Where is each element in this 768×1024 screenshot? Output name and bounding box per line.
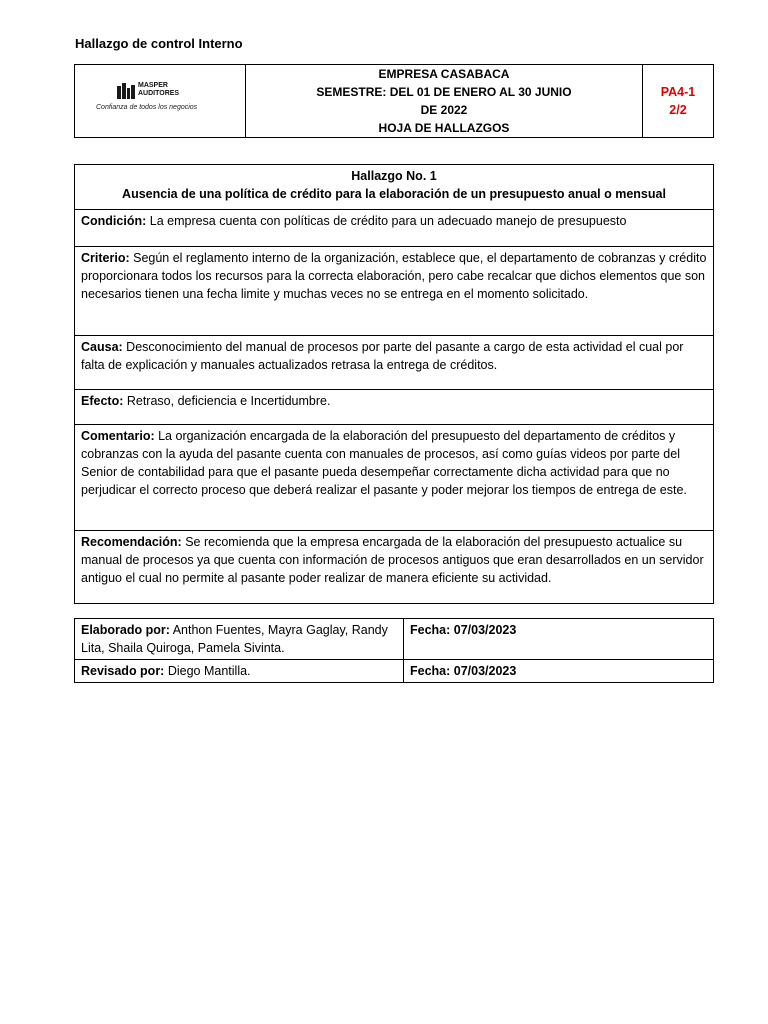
causa-text: Desconocimiento del manual de procesos por parte del pasante a cargo de esta actividad el cual por falta de explicación y manuales actualizados retrasa la entrega de créditos. bbox=[81, 340, 684, 372]
semester-line1: SEMESTRE: DEL 01 DE ENERO AL 30 JUNIO bbox=[316, 85, 572, 99]
reference-cell bbox=[643, 65, 714, 138]
logo-brand-line1: MASPER bbox=[138, 81, 168, 89]
finding-title: Ausencia de una política de crédito para la elaboración de un presupuesto anual o mensual bbox=[122, 187, 666, 201]
prepared-date: Fecha: 07/03/2023 bbox=[404, 619, 714, 660]
finding-header bbox=[75, 165, 714, 210]
condicion-section bbox=[75, 210, 714, 247]
logo-tagline: Confianza de todos los negocios bbox=[96, 103, 198, 111]
reviewed-date: Fecha: 07/03/2023 bbox=[404, 660, 714, 683]
logo-cell bbox=[75, 65, 246, 138]
prepared-label: Elaborado por: bbox=[81, 623, 170, 637]
recomendacion-section bbox=[75, 531, 714, 604]
efecto-text: Retraso, deficiencia e Incertidumbre. bbox=[126, 394, 331, 408]
page-title: Hallazgo de control Interno bbox=[75, 36, 243, 51]
efecto-label: Efecto: bbox=[81, 394, 124, 408]
reference-page: 2/2 bbox=[669, 103, 687, 117]
criterio-label: Criterio: bbox=[81, 251, 130, 265]
condicion-label: Condición: bbox=[81, 214, 147, 228]
semester-line2: DE 2022 bbox=[420, 103, 468, 117]
comentario-text: La organización encargada de la elaboración del presupuesto del departamento de créditos y cobranzas con la ayuda del pasante cuenta con manuales de procesos, así como guías videos por parte del Senior de contabilidad para que el pasante pueda desempeñar correctamente dicha actividad para que no perjudicar el correcto proceso que deberá realizar el pasante y poder mejorar los tiempos de entrega de este. bbox=[81, 429, 687, 497]
recomendacion-label: Recomendación: bbox=[81, 535, 182, 549]
reviewed-by-cell bbox=[75, 660, 404, 683]
header-table bbox=[74, 64, 714, 138]
findings-table bbox=[74, 164, 714, 604]
company-name: EMPRESA CASABACA bbox=[378, 67, 510, 81]
comentario-label: Comentario: bbox=[81, 429, 155, 443]
comentario-section bbox=[75, 425, 714, 531]
finding-number: Hallazgo No. 1 bbox=[351, 169, 437, 183]
company-logo bbox=[95, 79, 225, 119]
sheet-title: HOJA DE HALLAZGOS bbox=[378, 121, 510, 135]
signoff-table bbox=[74, 618, 714, 683]
efecto-section bbox=[75, 390, 714, 425]
masper-logo-icon bbox=[117, 83, 135, 99]
causa-section bbox=[75, 336, 714, 390]
company-info-cell bbox=[246, 65, 643, 138]
prepared-by-cell bbox=[75, 619, 404, 660]
reviewed-label: Revisado por: bbox=[81, 664, 165, 678]
causa-label: Causa: bbox=[81, 340, 123, 354]
prepared-names: Anthon Fuentes, Mayra Gaglay, Randy Lita, Shaila Quiroga, Pamela Sivinta. bbox=[81, 623, 388, 655]
recomendacion-text: Se recomienda que la empresa encargada de la elaboración del presupuesto actualice su manual de procesos ya que cuenta con información de procesos antiguos que eran desarrollados en un servidor antiguo el cual no permite al pasante poder realizar de manera eficiente su actividad. bbox=[81, 535, 704, 585]
reference-code: PA4-1 bbox=[660, 85, 696, 99]
logo-brand-name bbox=[138, 82, 179, 98]
criterio-section bbox=[75, 247, 714, 336]
condicion-text: La empresa cuenta con políticas de crédito para un adecuado manejo de presupuesto bbox=[149, 214, 627, 228]
criterio-text: Según el reglamento interno de la organización, establece que, el departamento de cobranzas y crédito proporcionara todos los recursos para la correcta elaboración, pero cabe recalcar que dichos elementos que son necesarios tienen una fecha limite y muchas veces no se entrega en el momento solicitado. bbox=[81, 251, 707, 301]
logo-brand-line2: AUDITORES bbox=[138, 89, 180, 97]
reviewed-name: Diego Mantilla. bbox=[167, 664, 251, 678]
